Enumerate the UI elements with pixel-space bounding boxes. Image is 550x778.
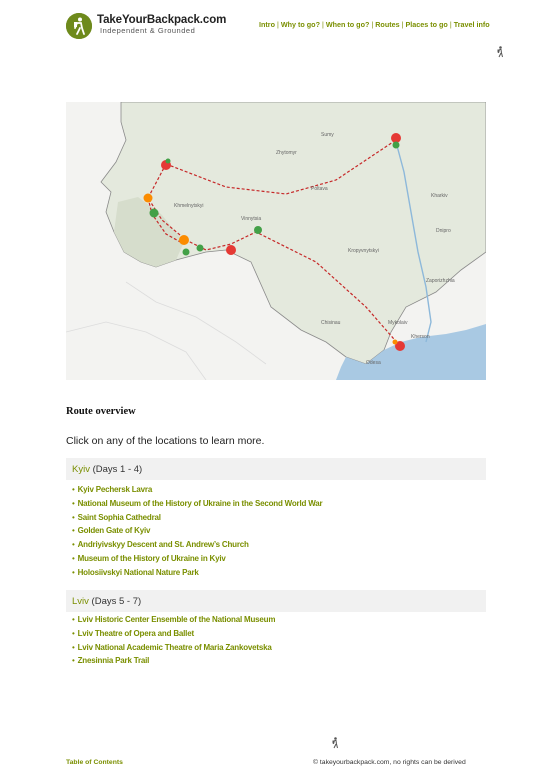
nav-when-to-go[interactable]: When to go? (325, 20, 370, 29)
list-item (72, 540, 322, 554)
map-label: Zaporizhzhia (426, 278, 455, 284)
list-item (72, 615, 275, 629)
nav-why-to-go[interactable]: Why to go? (280, 20, 320, 29)
marker-green-carpathians[interactable] (197, 245, 204, 252)
table-of-contents-link[interactable]: Table of Contents (66, 759, 123, 766)
location-link[interactable]: Golden Gate of Kyiv (77, 526, 151, 536)
bullet: • (72, 656, 75, 666)
marker-green-south-west[interactable] (183, 249, 190, 256)
map-label: Sumy (321, 132, 334, 138)
page-header (0, 0, 550, 50)
nav-places-to-go[interactable]: Places to go (405, 20, 448, 29)
list-item (72, 629, 275, 643)
brand-tagline: Independent & Grounded (100, 26, 196, 35)
map-label: Mykolaiv (388, 320, 408, 326)
city-link-kyiv[interactable]: Kyiv (72, 464, 90, 475)
list-item (72, 656, 275, 670)
marker-red-chernivtsi[interactable] (226, 245, 236, 255)
location-link[interactable]: Lviv National Academic Theatre of Maria Zankovetska (77, 642, 272, 652)
group-lviv (66, 590, 486, 612)
bullet: • (72, 628, 75, 638)
list-item (72, 526, 322, 540)
group-lviv-days: (Days 5 - 7) (91, 596, 142, 607)
list-item (72, 513, 322, 527)
location-link[interactable]: Lviv Theatre of Opera and Ballet (77, 628, 194, 638)
nav-intro[interactable]: Intro (259, 20, 275, 29)
bullet: • (72, 615, 75, 624)
route-intro-text: Click on any of the locations to learn more. (66, 435, 265, 447)
location-link[interactable]: Saint Sophia Cathedral (77, 512, 161, 522)
location-link[interactable]: Museum of the History of Ukraine in Kyiv (77, 553, 226, 563)
bullet: • (72, 567, 75, 577)
group-kyiv-label (72, 464, 142, 475)
hiker-icon (330, 737, 340, 749)
map-label: Vinnytsia (241, 216, 262, 222)
list-item (72, 568, 322, 582)
lviv-locations-list (72, 615, 275, 670)
list-item (72, 499, 322, 513)
location-link[interactable]: Lviv Historic Center Ensemble of the National Museum (77, 615, 276, 624)
hiker-icon (495, 46, 505, 58)
location-link[interactable]: Andriyivskyy Descent and St. Andrew’s Church (77, 540, 249, 550)
bullet: • (72, 553, 75, 563)
location-link[interactable]: Holosiivskyi National Nature Park (77, 567, 199, 577)
marker-orange-west[interactable] (144, 194, 153, 203)
bullet: • (72, 642, 75, 652)
location-link[interactable]: Znesinnia Park Trail (77, 656, 150, 666)
nav-travel-info[interactable]: Travel info (453, 20, 490, 29)
bullet: • (72, 485, 75, 494)
map-label: Kherson (411, 334, 430, 340)
route-map[interactable] (66, 102, 486, 380)
location-link[interactable]: Kyiv Pechersk Lavra (77, 485, 153, 494)
brand-name[interactable]: TakeYourBackpack.com (97, 14, 227, 26)
bullet: • (72, 540, 75, 550)
map-label: Khmelnytskyi (174, 203, 204, 209)
bullet: • (72, 512, 75, 522)
marker-green-kamianets[interactable] (254, 226, 262, 234)
marker-green-west[interactable] (150, 209, 159, 218)
logo-hiker-icon[interactable] (66, 13, 92, 39)
map-label: Zhytomyr (276, 150, 297, 156)
copyright-text: © takeyourbackpack.com, no rights can be derived (313, 759, 466, 766)
list-item (72, 643, 275, 657)
list-item (72, 485, 322, 499)
bullet: • (72, 526, 75, 536)
map-label: Odesa (366, 360, 381, 366)
map-label: Kropyvnytskyi (348, 248, 379, 254)
route-overview-title: Route overview (66, 406, 136, 417)
map-label: Dnipro (436, 228, 451, 234)
list-item (72, 554, 322, 568)
map-label: Kharkiv (431, 193, 448, 199)
city-link-lviv[interactable]: Lviv (72, 596, 89, 607)
location-link[interactable]: National Museum of the History of Ukraine in the Second World War (77, 498, 323, 508)
top-navigation: Intro | Why to go? | When to go? | Routes | Places to go | Travel info (259, 20, 490, 29)
group-kyiv (66, 458, 486, 480)
nav-routes[interactable]: Routes (375, 20, 400, 29)
group-kyiv-days: (Days 1 - 4) (92, 464, 143, 475)
map-label: Poltava (311, 186, 328, 192)
bullet: • (72, 498, 75, 508)
kyiv-locations-list (72, 485, 322, 582)
group-lviv-label (72, 596, 141, 607)
map-label: Chisinau (321, 320, 341, 326)
marker-orange-carpathians[interactable] (179, 235, 189, 245)
